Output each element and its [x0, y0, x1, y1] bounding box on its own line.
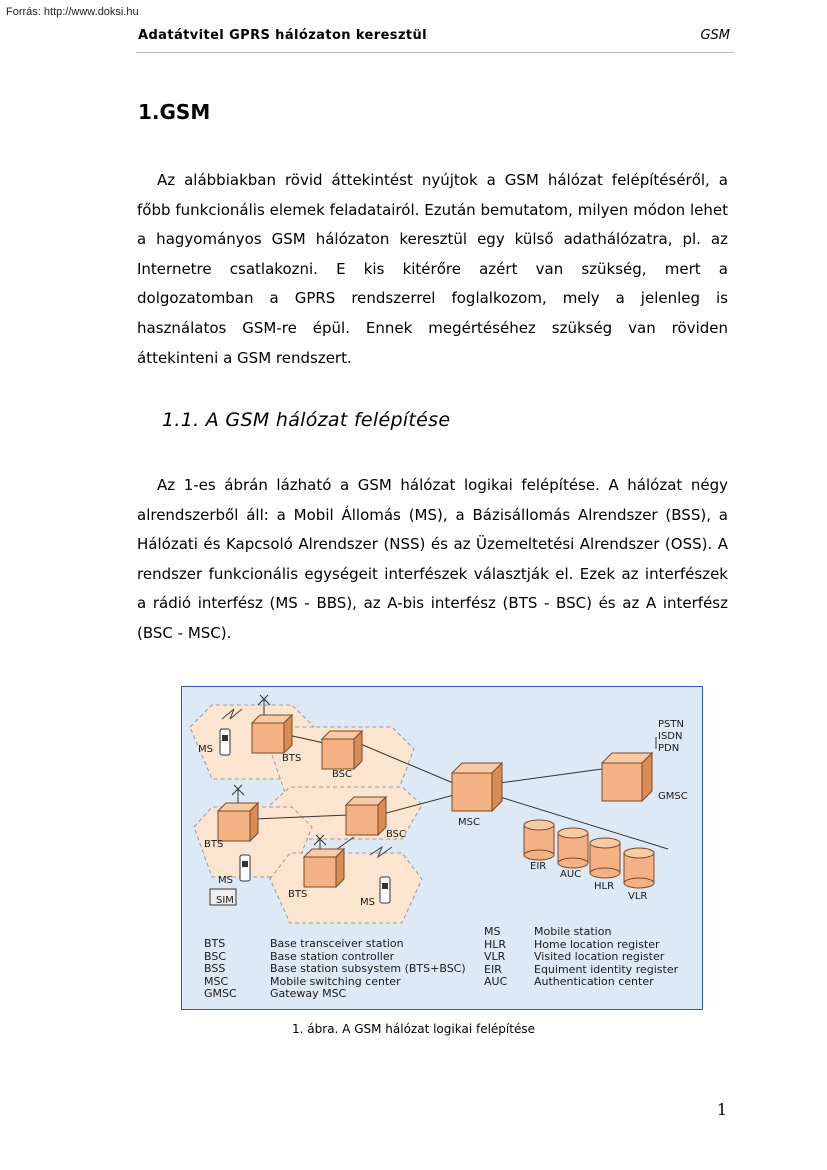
intro-paragraph: Az alábbiakban rövid áttekintést nyújtok a GSM hálózat felépítéséről, a főbb funkcionális elemek feladatairól. Ezután bemutatom, milyen módon lehet a hagyományos GSM hálózaton keresztül egy külső adathálózatra, pl. az Internetre csatlakozni. E kis kitérőre azért van szükség, mert a dolgozatomban a GPRS rendszerrel foglalkozom, mely a jelenleg is használatos GSM-re épül. Ennek megértéséhez szükség van röviden áttekinteni a GSM rendszert. — [137, 171, 728, 367]
header-section: GSM — [700, 28, 730, 43]
label-gmsc: GMSC — [658, 791, 688, 802]
page-number: 1 — [716, 1100, 727, 1119]
label-auc: AUC — [560, 869, 582, 880]
legend-right — [484, 926, 678, 989]
source-url: Forrás: http://www.doksi.hu — [6, 6, 139, 18]
legend-row: BSS Base station subsystem (BTS+BSC) — [204, 962, 466, 976]
label-bsc-2: BSC — [386, 829, 407, 840]
database-vlr-icon — [624, 848, 654, 888]
running-header — [136, 28, 734, 53]
header-title: Adatátvitel GPRS hálózaton keresztül — [138, 28, 428, 43]
label-hlr: HLR — [594, 881, 615, 892]
mobile-phone-icon — [380, 877, 390, 903]
label-bsc-1: BSC — [332, 769, 353, 780]
label-sim: SIM — [216, 895, 234, 906]
architecture-paragraph: Az 1-es ábrán lázható a GSM hálózat logikai felépítése. A hálózat négy alrendszerből áll: a Mobil Állomás (MS), a Bázisállomás Alrendszer (BSS), a Hálózati és Kapcsoló Alrendszer (NSS) és az Üzemeltetési Alrendszer (OSS). A rendszer funkcionális egységeit interfészek választják el. Ezek az interfészek a rádió interfész (MS - BBS), az A-bis interfész (BTS - BSC) és az A interfész (BSC - MSC). — [137, 476, 728, 642]
cube-bts-2 — [218, 803, 258, 841]
label-vlr: VLR — [628, 891, 648, 902]
label-bts-3: BTS — [288, 889, 308, 900]
legend-row: HLR Home location register — [484, 937, 660, 951]
figure-caption: 1. ábra. A GSM hálózat logikai felépítése — [292, 1022, 535, 1036]
cube-bts-1 — [252, 715, 292, 753]
label-ms-1: MS — [198, 744, 213, 755]
link-msc-gmsc — [500, 769, 602, 783]
mobile-phone-icon — [240, 855, 250, 881]
label-bts-2: BTS — [204, 839, 224, 850]
label-msc: MSC — [458, 817, 480, 828]
label-bts-1: BTS — [282, 753, 302, 764]
legend-row: BTS Base transceiver station — [204, 937, 404, 950]
label-ms-3: MS — [360, 897, 375, 908]
database-auc-icon — [558, 828, 588, 868]
gsm-architecture-figure — [181, 686, 703, 1010]
legend-row: GMSC Gateway MSC — [204, 987, 347, 1001]
label-pstn: PSTN — [658, 719, 684, 730]
database-hlr-icon — [590, 838, 620, 878]
database-eir-icon — [524, 820, 554, 860]
legend-row: AUC Authentication center — [484, 975, 654, 989]
cube-bts-3 — [304, 849, 344, 887]
section-heading: 1.1. A GSM hálózat felépítése — [162, 409, 451, 431]
legend-left — [204, 938, 466, 1001]
cell-area-5 — [270, 853, 422, 923]
legend-row: BSC Base station controller — [204, 949, 395, 963]
legend-row: EIR Equiment identity register — [484, 962, 679, 976]
cube-bsc-1 — [322, 731, 362, 769]
label-isdn: ISDN — [658, 731, 683, 742]
cube-bsc-2 — [346, 797, 386, 835]
label-pdn: PDN — [658, 743, 680, 754]
label-eir: EIR — [530, 861, 547, 872]
legend-row: VLR Visited location register — [484, 950, 665, 964]
label-ms-2: MS — [218, 875, 233, 886]
legend-row: MSC Mobile switching center — [204, 974, 401, 988]
cube-gmsc — [602, 753, 652, 801]
cube-msc — [452, 763, 502, 811]
legend-row: MS Mobile station — [484, 925, 612, 938]
chapter-heading: 1.GSM — [138, 100, 211, 124]
mobile-phone-icon — [220, 729, 230, 755]
